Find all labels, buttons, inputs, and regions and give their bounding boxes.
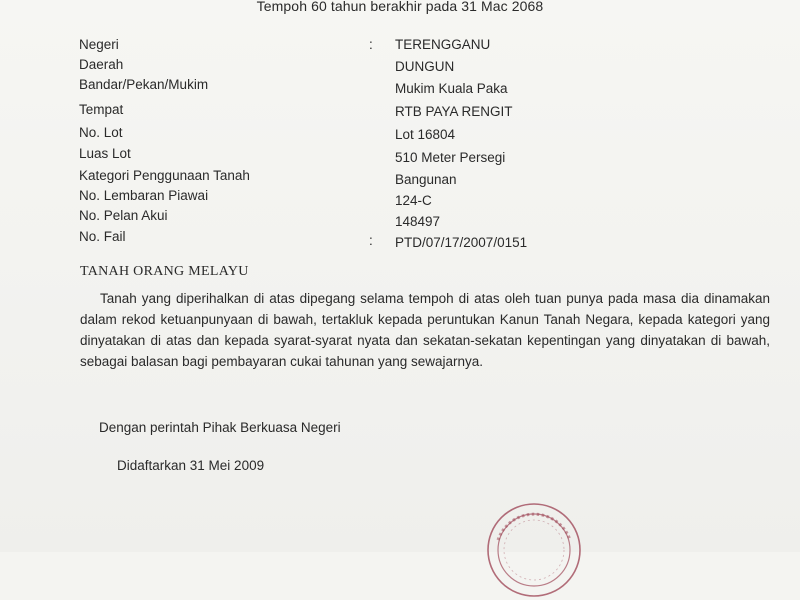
detail-label-daerah: Daerah [79, 57, 124, 72]
tenure-heading: Tempoh 60 tahun berakhir pada 31 Mac 2068 [256, 0, 544, 14]
detail-label-kategori: Kategori Penggunaan Tanah [79, 168, 250, 183]
detail-value-negeri: TERENGGANU [395, 37, 491, 52]
detail-value-daerah: DUNGUN [395, 59, 455, 74]
detail-label-negeri: Negeri [79, 37, 119, 52]
detail-label-fail: No. Fail [79, 229, 126, 244]
detail-colon: : [369, 233, 373, 248]
detail-value-fail: PTD/07/17/2007/0151 [395, 235, 528, 250]
registration-date: Didaftarkan 31 Mei 2009 [117, 458, 265, 473]
detail-value-pelan: 148497 [395, 214, 441, 229]
detail-value-no-lot: Lot 16804 [395, 127, 456, 142]
official-seal-icon [484, 500, 584, 600]
detail-label-mukim: Bandar/Pekan/Mukim [79, 77, 209, 92]
detail-value-mukim: Mukim Kuala Paka [395, 81, 508, 96]
detail-label-luas-lot: Luas Lot [79, 146, 131, 161]
detail-label-tempat: Tempat [79, 102, 124, 117]
detail-colon: : [369, 37, 373, 52]
detail-label-lembaran: No. Lembaran Piawai [79, 188, 209, 203]
authority-order: Dengan perintah Pihak Berkuasa Negeri [99, 420, 341, 435]
detail-label-pelan: No. Pelan Akui [79, 208, 168, 223]
detail-label-no-lot: No. Lot [79, 125, 123, 140]
detail-value-luas-lot: 510 Meter Persegi [395, 150, 506, 165]
tenure-paragraph: Tanah yang diperihalkan di atas dipegang selama tempoh di atas oleh tuan punya pada masa dia dinamakan dalam rekod ketuanpunyaan di bawah, tertakluk kepada peruntukan Kanun Tanah Negara, kepada kategori yang dinyatakan di atas dan kepada syarat-syarat nyata dan sekatan-sekatan kepentingan yang dinyatakan di bawah, sebagai balasan bagi pembayaran cukai tahunan yang sewajarnya. [80, 291, 770, 369]
detail-value-lembaran: 124-C [395, 193, 432, 208]
section-title: TANAH ORANG MELAYU [80, 264, 249, 279]
detail-value-tempat: RTB PAYA RENGIT [395, 104, 513, 119]
detail-value-kategori: Bangunan [395, 172, 457, 187]
